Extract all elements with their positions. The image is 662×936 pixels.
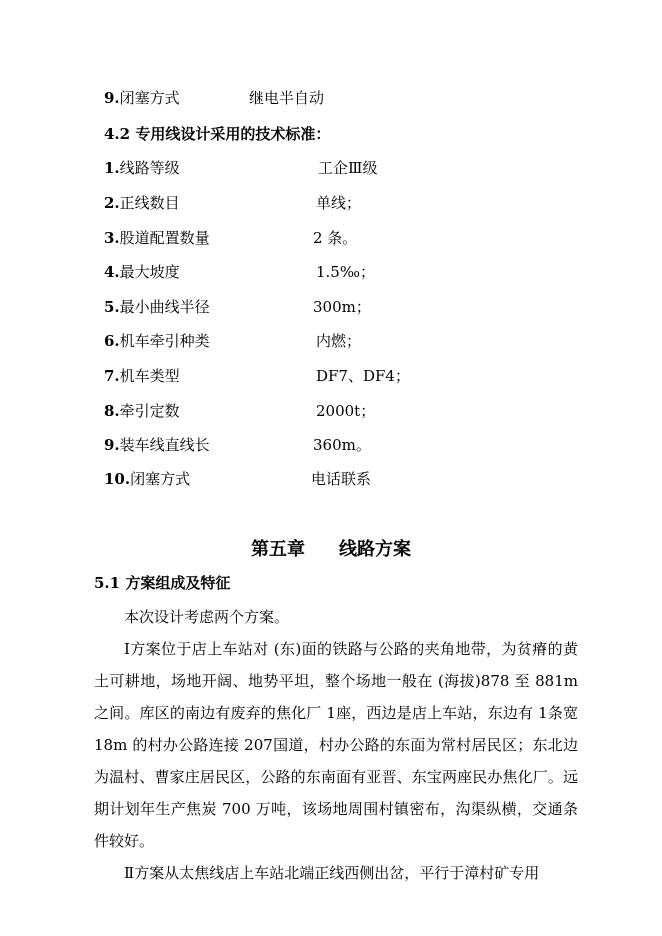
item-label: 机车牵引种类 (119, 332, 210, 350)
standard-value-3: 2 条。 (313, 229, 358, 247)
section-heading-4-2 (104, 124, 330, 144)
standard-value-8: 2000t； (316, 402, 376, 420)
standard-value-10: 电话联系 (311, 470, 372, 488)
standard-value-1: 工企Ⅲ级 (318, 159, 378, 177)
section-title: 方案组成及特征 (125, 574, 231, 592)
standard-value-5: 300m； (313, 298, 371, 316)
item-label: 最小曲线半径 (119, 298, 210, 316)
standard-item-6 (104, 331, 210, 351)
standard-item-2 (104, 193, 180, 213)
item-label: 闭塞方式 (119, 89, 180, 107)
item-closure-method-top (104, 88, 180, 108)
standard-item-5 (104, 297, 210, 317)
standard-item-7 (104, 366, 180, 386)
standard-item-9 (104, 435, 210, 455)
item-label: 股道配置数量 (119, 229, 210, 247)
item-number: 10. (104, 470, 131, 488)
standard-item-8 (104, 401, 180, 421)
section-heading-5-1 (94, 573, 230, 593)
item-number: 4. (104, 263, 120, 281)
paragraph-intro: 本次设计考虑两个方案。 (124, 608, 290, 626)
item-number: 9. (104, 89, 120, 107)
item-number: 1. (104, 159, 120, 177)
item-number: 8. (104, 402, 120, 420)
item-number: 2. (104, 194, 120, 212)
item-number: 9. (104, 436, 120, 454)
item-label: 牵引定数 (119, 402, 180, 420)
standard-item-3 (104, 228, 210, 248)
item-label: 正线数目 (119, 194, 180, 212)
item-value: 继电半自动 (249, 89, 325, 107)
item-label: 装车线直线长 (119, 436, 210, 454)
item-number: 3. (104, 229, 120, 247)
standard-value-2: 单线； (316, 194, 362, 212)
chapter-title: 线路方案 (339, 539, 411, 560)
paragraph-plan-1: Ⅰ方案位于店上车站对 (东)面的铁路与公路的夹角地带，为贫瘠的黄土可耕地，场地开阔、地势平坦，整个场地一般在 (海拔)878 至 881m 之间。库区的南边有废弃的焦化厂 1座，西边是店上车站，东边有 1条宽 18m 的村办公路连接 207国道，村办公路的东面为常村居民区；东北边为温村、曹家庄居民区，公路的东南面有亚晋、东宝两座民办焦化厂。远期计划年生产焦炭 700 万吨，该场地周围村镇密布，沟渠纵横，交通条件较好。 (94, 640, 578, 850)
chapter-heading (0, 538, 662, 562)
chapter-number: 第五章 (251, 539, 305, 560)
standard-item-10 (104, 469, 190, 489)
item-label: 最大坡度 (119, 263, 180, 281)
standard-value-6: 内燃； (316, 332, 362, 350)
standard-value-7: DF7、DF4； (316, 367, 410, 385)
item-number: 7. (104, 367, 120, 385)
section-title: 专用线设计采用的技术标准： (135, 125, 331, 143)
standard-item-1 (104, 158, 180, 178)
item-number: 5. (104, 298, 120, 316)
item-label: 闭塞方式 (130, 470, 191, 488)
standard-value-4: 1.5‰； (316, 263, 375, 281)
standard-item-4 (104, 262, 180, 282)
standard-value-9: 360m。 (313, 436, 371, 454)
item-label: 线路等级 (119, 159, 180, 177)
item-label: 机车类型 (119, 367, 180, 385)
section-number: 4.2 (104, 125, 131, 143)
item-number: 6. (104, 332, 120, 350)
paragraph-plan-2: Ⅱ方案从太焦线店上车站北端正线西侧出岔，平行于漳村矿专用 (124, 864, 540, 882)
body-text (94, 601, 578, 889)
section-number: 5.1 (94, 574, 121, 592)
